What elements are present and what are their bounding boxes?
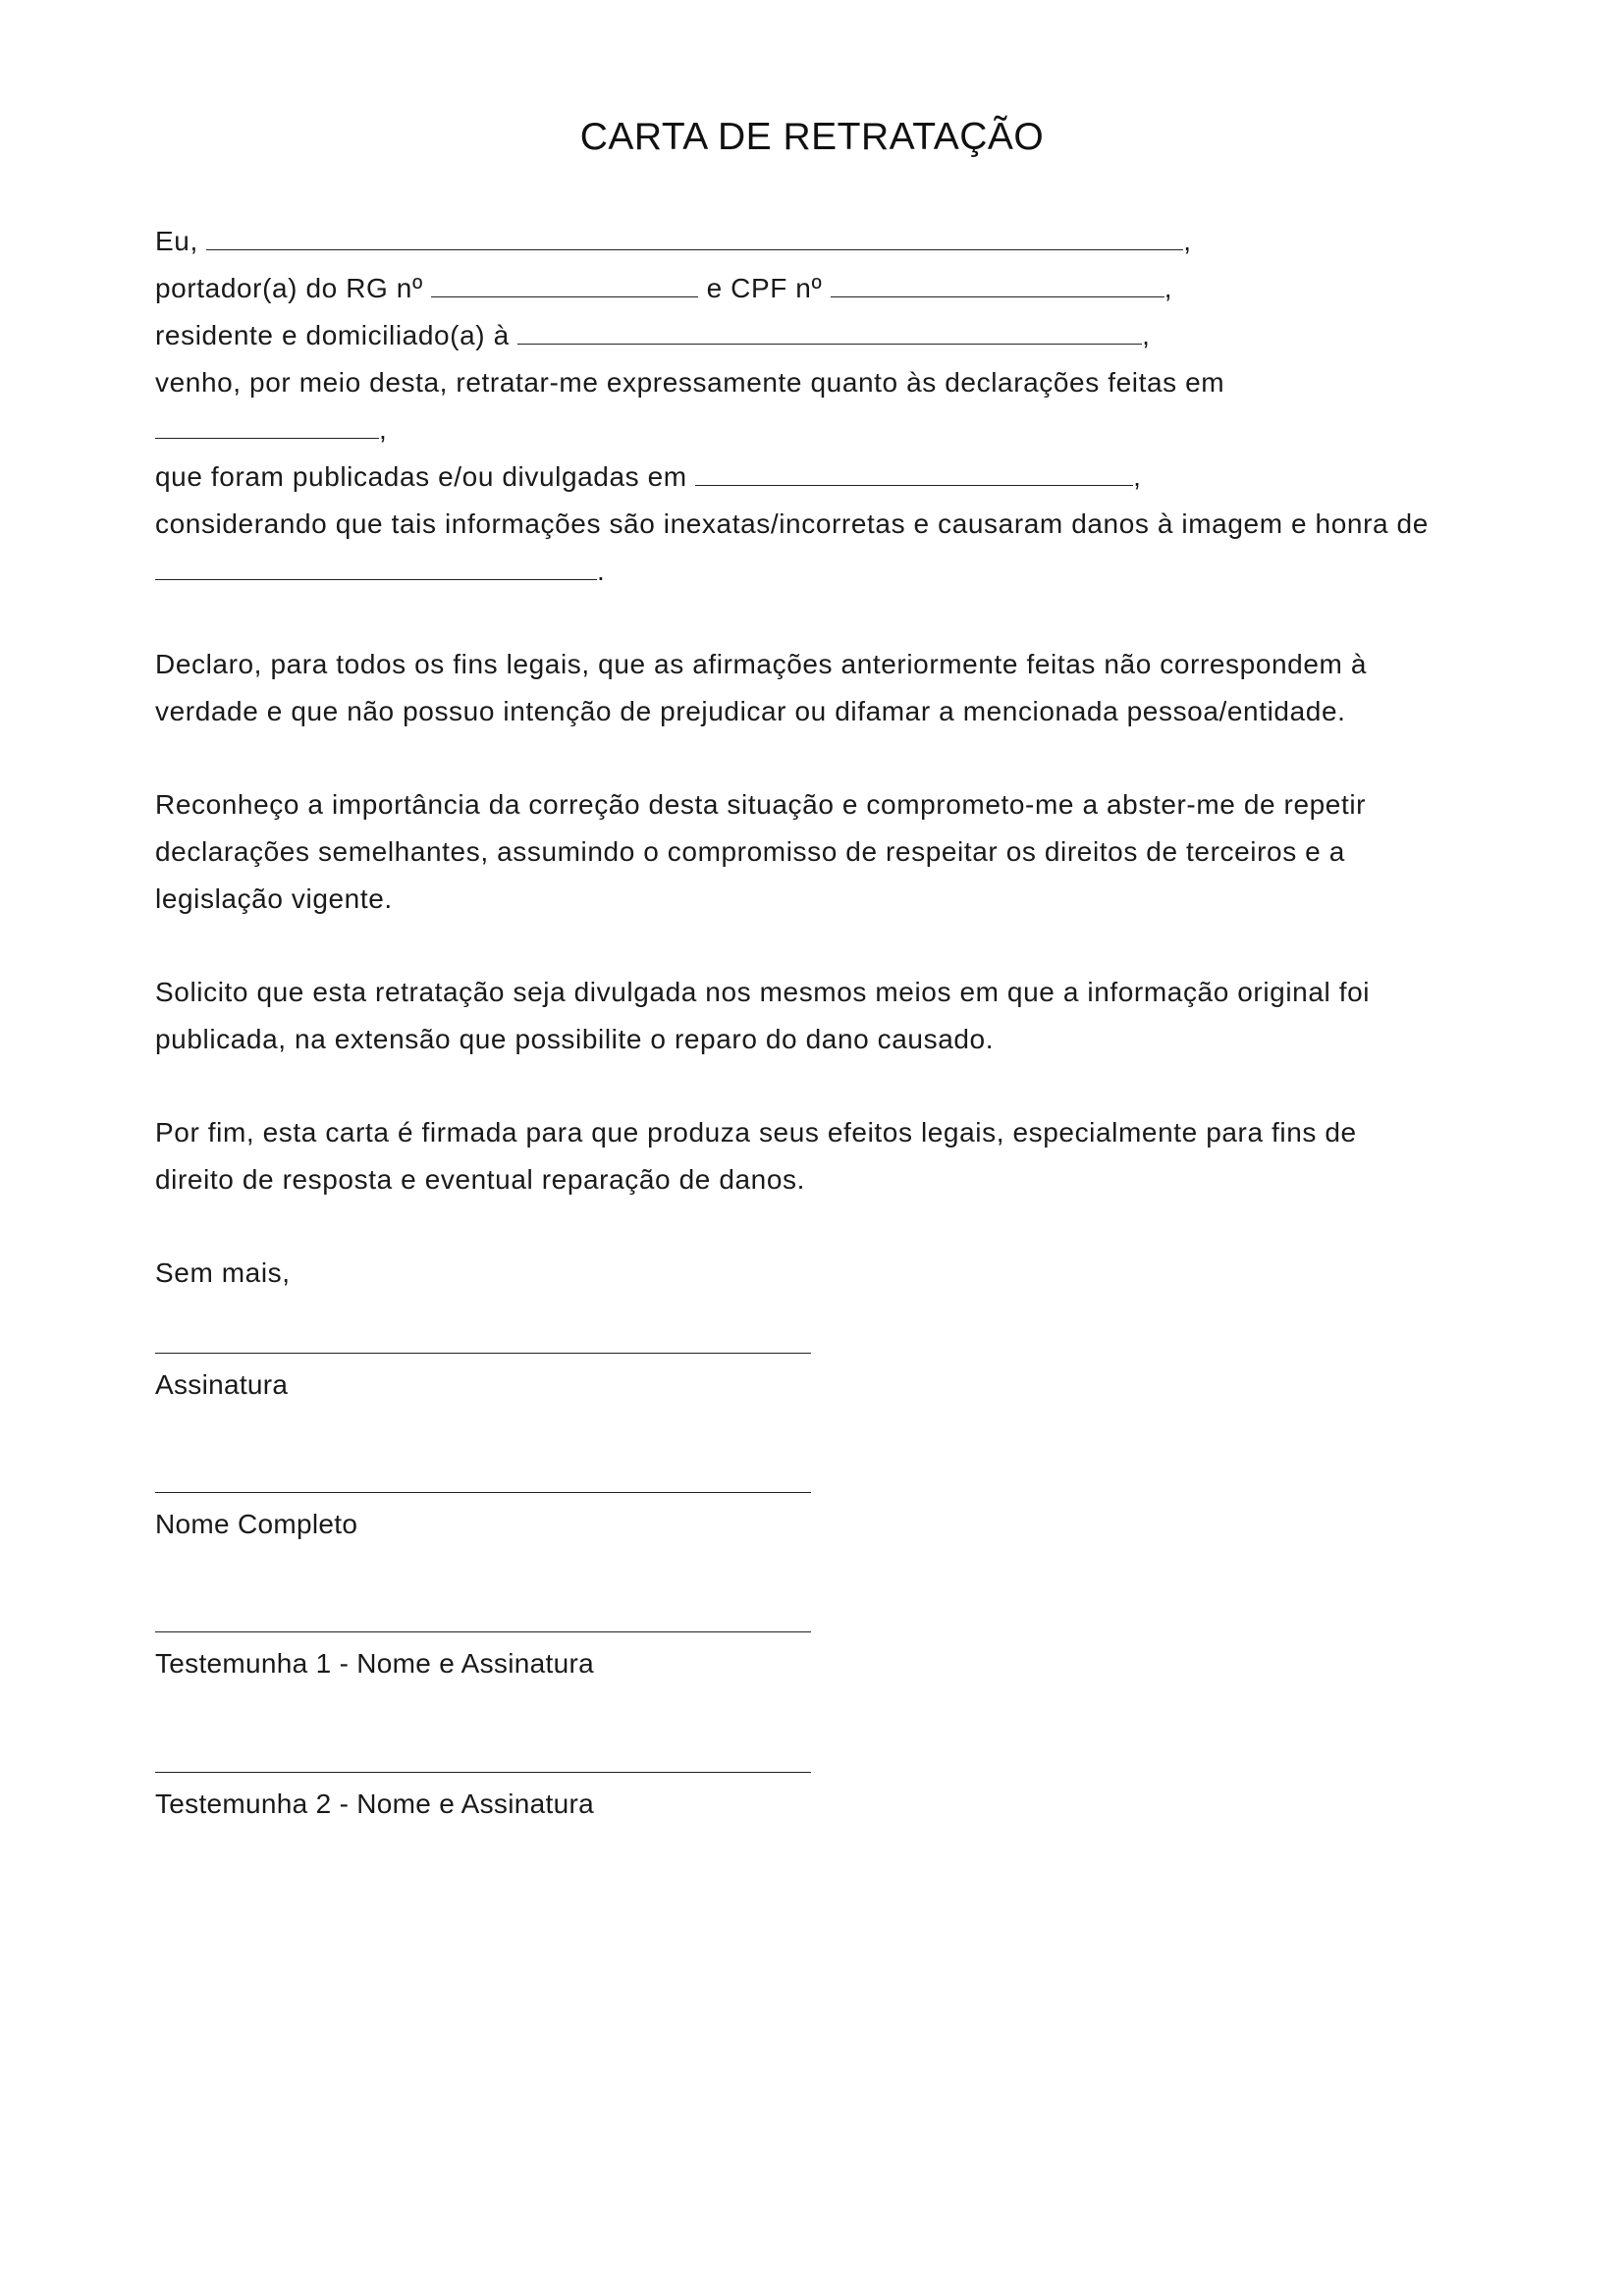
paragraph-line: Por fim, esta carta é firmada para que produza seus efeitos legais, especialmente para fins de [155,1117,1357,1148]
paragraph-line: legislação vigente. [155,883,393,914]
paragraph-spacer [155,1203,1471,1250]
cpf-blank-field[interactable] [831,269,1164,297]
paragraph-line: Solicito que esta retratação seja divulgada nos mesmos meios em que a informação original foi [155,977,1371,1007]
form-line-address [155,312,1471,359]
paragraph-line: verdade e que não possuo intenção de prejudicar ou difamar a mencionada pessoa/entidade. [155,696,1346,726]
published-label: que foram publicadas e/ou divulgadas em [155,461,687,492]
form-line-honor-suffix: . [597,556,606,586]
witness-1-line[interactable] [155,1631,811,1632]
signature-block [155,1353,813,1401]
name-blank-field[interactable] [206,222,1183,250]
rg-blank-field[interactable] [431,269,698,297]
paragraph-spacer [155,735,1471,781]
form-line-statements-blank [155,406,1471,454]
witness-1-label: Testemunha 1 - Nome e Assinatura [155,1648,594,1679]
full-name-label: Nome Completo [155,1509,358,1539]
signature-line[interactable] [155,1353,811,1354]
form-line-documents [155,265,1471,312]
document-body [155,218,1471,1297]
form-line-name-prefix: Eu, [155,226,198,256]
form-line-documents-suffix: , [1164,273,1173,303]
paragraph-spacer [155,923,1471,969]
signature-label: Assinatura [155,1369,289,1400]
full-name-line[interactable] [155,1492,811,1493]
honor-blank-field[interactable] [155,552,597,580]
paragraph-request [155,969,1471,1063]
document-title: CARTA DE RETRATAÇÃO [579,116,1045,158]
form-line-name [155,218,1471,265]
form-line-published-suffix: , [1133,461,1142,492]
form-line-statements-suffix: , [379,414,388,445]
witness-2-block [155,1772,813,1820]
paragraph-acknowledgement [155,781,1471,923]
form-line-published [155,454,1471,501]
paragraph-spacer [155,595,1471,641]
form-line-considering: considerando que tais informações são inexatas/incorretas e causaram danos à imagem e honra de [155,508,1429,539]
paragraph-line: Reconheço a importância da correção desta situação e comprometo-me a abster-me de repetir [155,789,1367,820]
paragraph-line: Declaro, para todos os fins legais, que as afirmações anteriormente feitas não correspondem à [155,649,1367,679]
closing-text: Sem mais, [155,1257,291,1288]
paragraph-spacer [155,1063,1471,1109]
paragraph-final [155,1109,1471,1203]
published-blank-field[interactable] [695,457,1133,486]
statements-blank-field[interactable] [155,410,379,439]
paragraph-line: declarações semelhantes, assumindo o compromisso de respeitar os direitos de terceiros e a [155,836,1345,867]
form-line-address-suffix: , [1142,320,1151,350]
address-label: residente e domiciliado(a) à [155,320,510,350]
witness-2-label: Testemunha 2 - Nome e Assinatura [155,1789,594,1819]
witness-1-block [155,1631,813,1680]
full-name-block [155,1492,813,1540]
paragraph-line: direito de resposta e eventual reparação de danos. [155,1164,805,1195]
paragraph-declaration [155,641,1471,735]
form-line-name-suffix: , [1183,226,1192,256]
form-line-statement: venho, por meio desta, retratar-me expressamente quanto às declarações feitas em [155,367,1225,398]
rg-label: portador(a) do RG nº [155,273,423,303]
witness-2-line[interactable] [155,1772,811,1773]
cpf-label: e CPF nº [706,273,823,303]
address-blank-field[interactable] [517,316,1142,345]
paragraph-line: publicada, na extensão que possibilite o reparo do dano causado. [155,1024,995,1054]
form-line-honor-blank [155,548,1471,595]
